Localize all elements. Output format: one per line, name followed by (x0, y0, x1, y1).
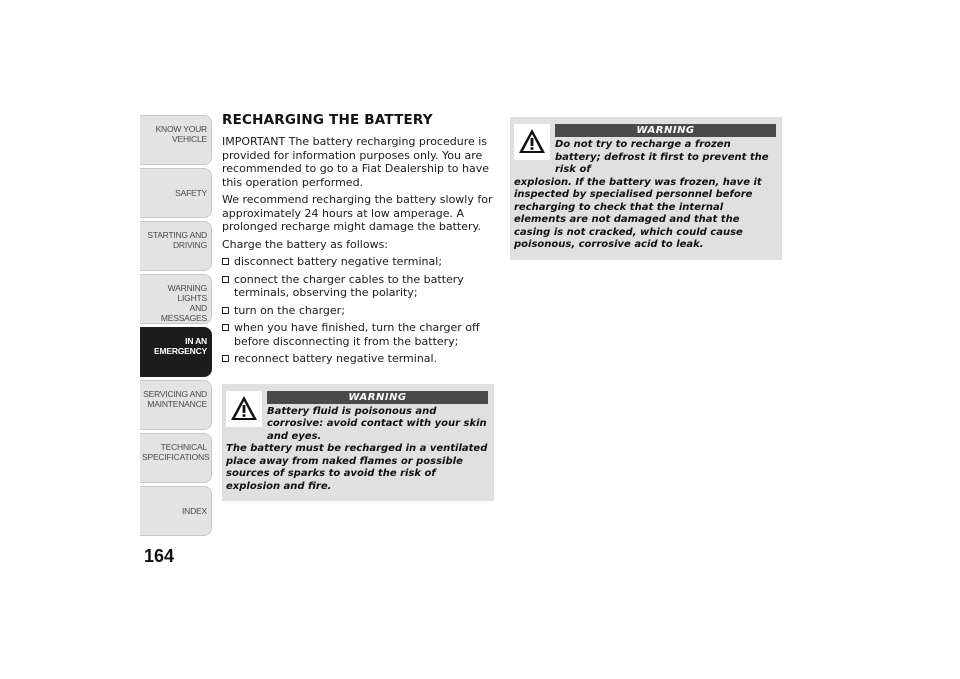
tab-label: TECHNICAL SPECIFICATIONS (142, 442, 210, 462)
list-item (222, 304, 494, 318)
tab-label: SERVICING AND MAINTENANCE (143, 389, 207, 409)
checkbox-icon (222, 276, 229, 283)
tab-technical-specifications[interactable] (140, 433, 212, 483)
section-title: RECHARGING THE BATTERY (222, 112, 433, 128)
list-item (222, 352, 494, 366)
step-text: connect the charger cables to the battery terminals, observing the polarity; (234, 272, 464, 299)
warning-text-rest: explosion. If the battery was frozen, have it inspected by specialised personnel before recharging to check that the internal elements are not damaged and that the casing is not cracked, which could cause poisonous, corrosive acid to leak. (514, 176, 762, 250)
tab-servicing-and-maintenance[interactable] (140, 380, 212, 430)
warning-box-frozen-battery (510, 117, 782, 260)
page-number: 164 (144, 546, 175, 566)
chapter-tabs (140, 115, 212, 539)
paragraph-instructions: Charge the battery as follows: (222, 237, 389, 251)
warning-box-battery-fluid (222, 384, 494, 502)
checkbox-icon (222, 258, 229, 265)
tab-label: SAFETY (175, 188, 207, 198)
tab-starting-and-driving[interactable] (140, 221, 212, 271)
tab-in-an-emergency[interactable] (140, 327, 212, 377)
checkbox-icon (222, 307, 229, 314)
warning-triangle-icon (226, 391, 262, 427)
tab-know-your-vehicle[interactable] (140, 115, 212, 165)
tab-label: WARNING LIGHTS AND MESSAGES (160, 283, 207, 323)
warning-text-first: Do not try to recharge a frozen battery; defrost it first to prevent the risk of (555, 139, 769, 175)
step-text: disconnect battery negative terminal; (234, 255, 443, 268)
checkbox-icon (222, 324, 229, 331)
tab-label: KNOW YOUR VEHICLE (155, 124, 207, 144)
tab-label: INDEX (182, 506, 207, 516)
paragraph-important: IMPORTANT The battery recharging procedure is provided for information purposes only. You are recommended to go to a Fiat Dealership to have this operation performed. (222, 135, 489, 189)
step-text: when you have finished, turn the charger off before disconnecting it from the battery; (234, 321, 480, 348)
checkbox-icon (222, 355, 229, 362)
tab-label: IN AN EMERGENCY (154, 336, 207, 356)
left-column (222, 112, 494, 501)
steps-list (222, 255, 494, 366)
list-item (222, 273, 494, 300)
tab-label: STARTING AND DRIVING (147, 230, 207, 250)
tab-warning-lights[interactable] (140, 274, 212, 324)
warning-label: WARNING (555, 124, 776, 137)
tab-index[interactable] (140, 486, 212, 536)
warning-text-rest: The battery must be recharged in a ventilated place away from naked flames or possible sources of sparks to avoid the risk of explosion and fire. (226, 443, 488, 492)
step-text: turn on the charger; (234, 303, 345, 317)
tab-safety[interactable] (140, 168, 212, 218)
step-text: reconnect battery negative terminal. (234, 352, 438, 365)
paragraph-recommendation: We recommend recharging the battery slowly for approximately 24 hours at low amperage. A prolonged recharge might damage the battery. (222, 193, 493, 233)
list-item (222, 321, 494, 348)
warning-label: WARNING (267, 391, 488, 404)
list-item (222, 255, 494, 269)
warning-text-first: Battery fluid is poisonous and corrosive: avoid contact with your skin and eyes. (267, 405, 487, 442)
warning-triangle-icon (514, 124, 550, 160)
right-column (510, 117, 782, 260)
